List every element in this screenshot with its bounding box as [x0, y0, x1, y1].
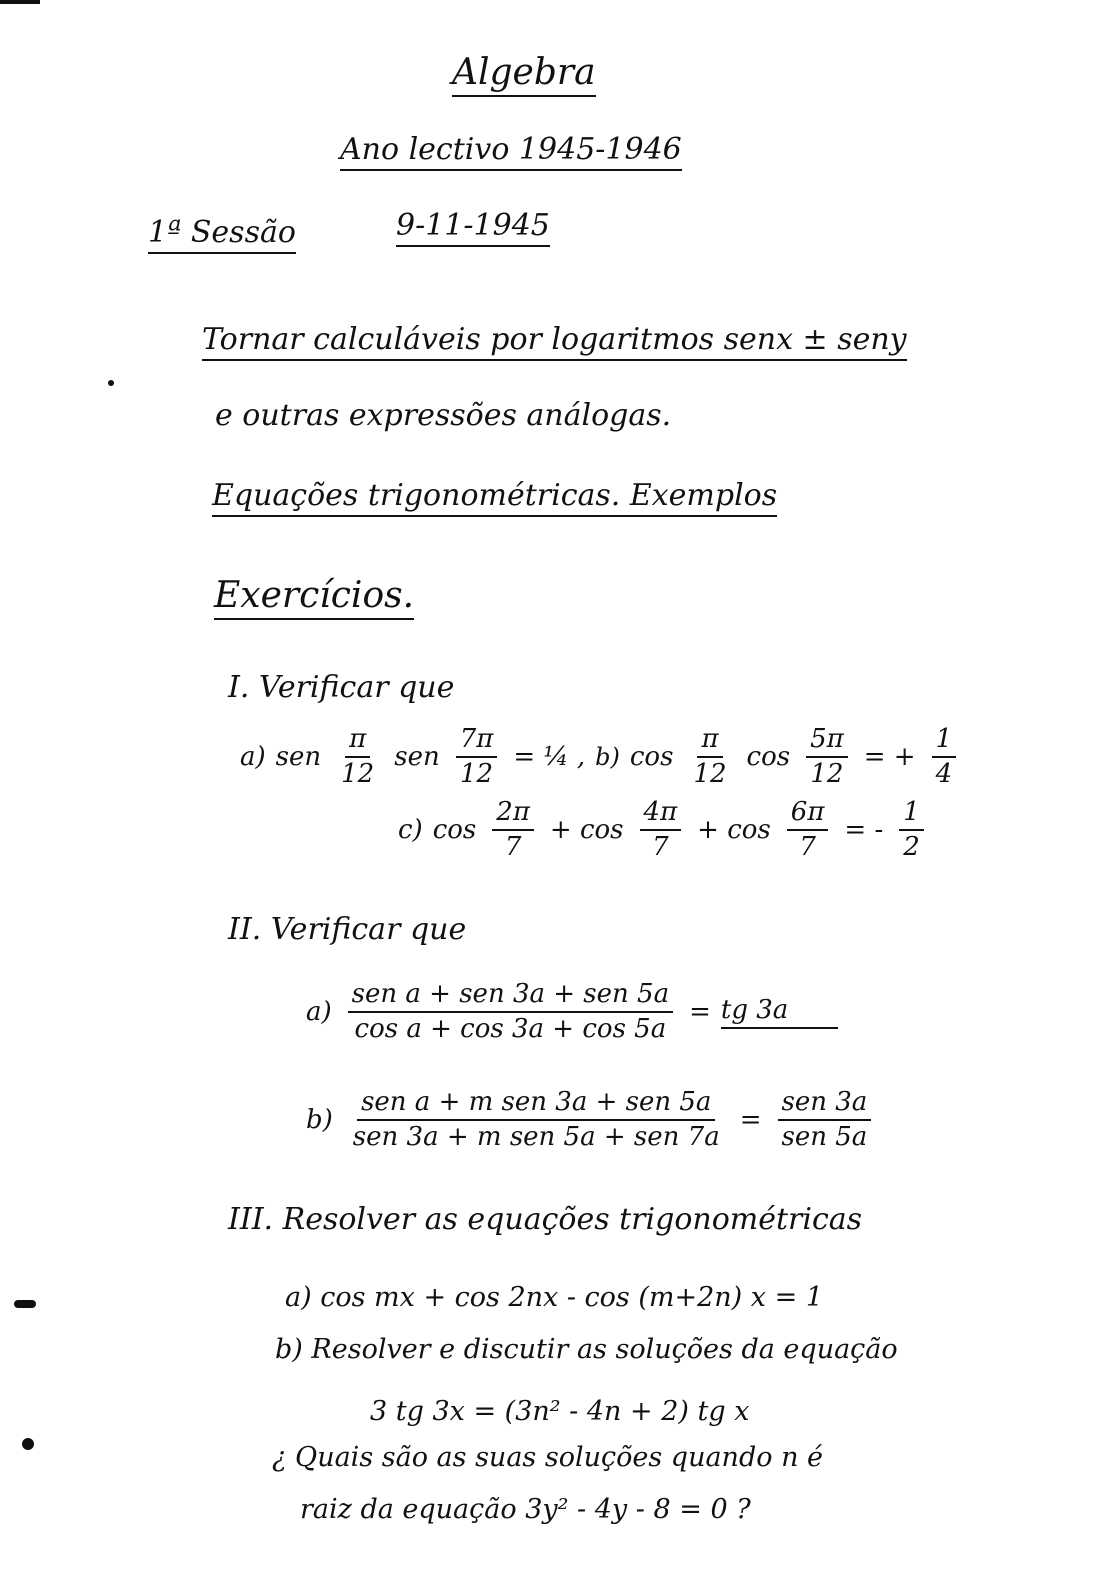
fraction — [787, 798, 829, 861]
numerator: 5π — [806, 725, 848, 758]
denominator: 2 — [903, 831, 920, 862]
fraction — [456, 725, 498, 788]
denominator: sen 5a — [781, 1121, 868, 1152]
fn: cos — [746, 741, 791, 772]
denominator: 12 — [810, 758, 844, 789]
fraction — [337, 725, 378, 788]
section-3-question-line-1: ¿ Quais são as suas soluções quando n é — [272, 1442, 824, 1473]
numerator: 2π — [492, 798, 534, 831]
operator: + cos — [549, 814, 624, 845]
numerator: π — [345, 725, 370, 758]
section-1-item-c — [398, 798, 930, 861]
topic-line-2: e outras expressões análogas. — [215, 398, 672, 433]
fraction — [806, 725, 848, 788]
numerator: 1 — [932, 725, 957, 758]
numerator: 1 — [899, 798, 924, 831]
section-3-question-line-2: raiz da equação 3y² - 4y - 8 = 0 ? — [300, 1494, 751, 1525]
result: = ¼ , — [513, 741, 586, 772]
fraction — [899, 798, 924, 861]
session-date: 9-11-1945 — [396, 208, 550, 247]
exercises-title: Exercícios. — [214, 575, 414, 620]
fraction — [640, 798, 682, 861]
section-2-item-a — [306, 980, 838, 1043]
section-3-item-b: b) Resolver e discutir as soluções da equação — [275, 1334, 898, 1365]
numerator: 4π — [640, 798, 682, 831]
denominator: 7 — [504, 831, 522, 862]
fn: sen — [275, 741, 322, 772]
topic-line-1: Tornar calculáveis por logaritmos senx ± seny — [202, 322, 907, 361]
fraction — [932, 725, 957, 788]
fn: cos — [432, 814, 477, 845]
topic-line-3: Equações trigonométricas. Exemplos — [212, 478, 777, 517]
item-c-label: c) — [398, 814, 423, 845]
fn: cos — [629, 741, 674, 772]
item-b-label: b) — [306, 1104, 333, 1135]
denominator: cos a + cos 3a + cos 5a — [354, 1013, 667, 1044]
section-3-heading: III. Resolver as equações trigonométricas — [228, 1202, 863, 1237]
section-2-heading: II. Verificar que — [228, 912, 467, 947]
fraction — [348, 980, 673, 1043]
fraction — [349, 1088, 724, 1151]
scan-mark — [0, 0, 40, 4]
denominator: 12 — [459, 758, 494, 789]
fn: sen — [394, 741, 440, 772]
fraction — [689, 725, 730, 788]
rhs: tg 3a — [721, 995, 838, 1029]
scan-mark — [14, 1300, 36, 1308]
denominator: 12 — [693, 758, 727, 789]
section-2-item-b — [306, 1088, 877, 1151]
equals: = + — [863, 741, 916, 772]
item-b-label: b) — [595, 742, 620, 771]
denominator: sen 3a + m sen 5a + sen 7a — [352, 1121, 720, 1152]
denominator: 12 — [341, 758, 375, 789]
session-label: 1ª Sessão — [148, 215, 296, 254]
item-a-label: a) — [306, 996, 332, 1027]
equals: = - — [844, 814, 884, 845]
section-1-item-a-b — [240, 725, 962, 788]
scan-dot — [108, 380, 114, 386]
numerator: sen a + sen 3a + sen 5a — [348, 980, 673, 1013]
scan-mark — [22, 1438, 34, 1450]
academic-year: Ano lectivo 1945-1946 — [340, 132, 682, 171]
fraction — [492, 798, 534, 861]
item-a-label: a) — [240, 741, 266, 772]
equals: = — [739, 1104, 762, 1135]
denominator: 7 — [799, 831, 816, 862]
numerator: sen 3a — [778, 1088, 872, 1121]
equals: = — [689, 996, 711, 1027]
denominator: 4 — [935, 758, 953, 789]
section-3-item-a: a) cos mx + cos 2nx - cos (m+2n) x = 1 — [285, 1282, 823, 1313]
numerator: π — [697, 725, 722, 758]
section-3-item-b-equation: 3 tg 3x = (3n² - 4n + 2) tg x — [370, 1396, 750, 1427]
page-title: Algebra — [452, 52, 596, 97]
fraction — [778, 1088, 872, 1151]
section-1-heading: I. Verificar que — [228, 670, 455, 705]
operator: + cos — [697, 814, 771, 845]
numerator: sen a + m sen 3a + sen 5a — [357, 1088, 715, 1121]
numerator: 6π — [787, 798, 829, 831]
denominator: 7 — [652, 831, 669, 862]
numerator: 7π — [456, 725, 498, 758]
